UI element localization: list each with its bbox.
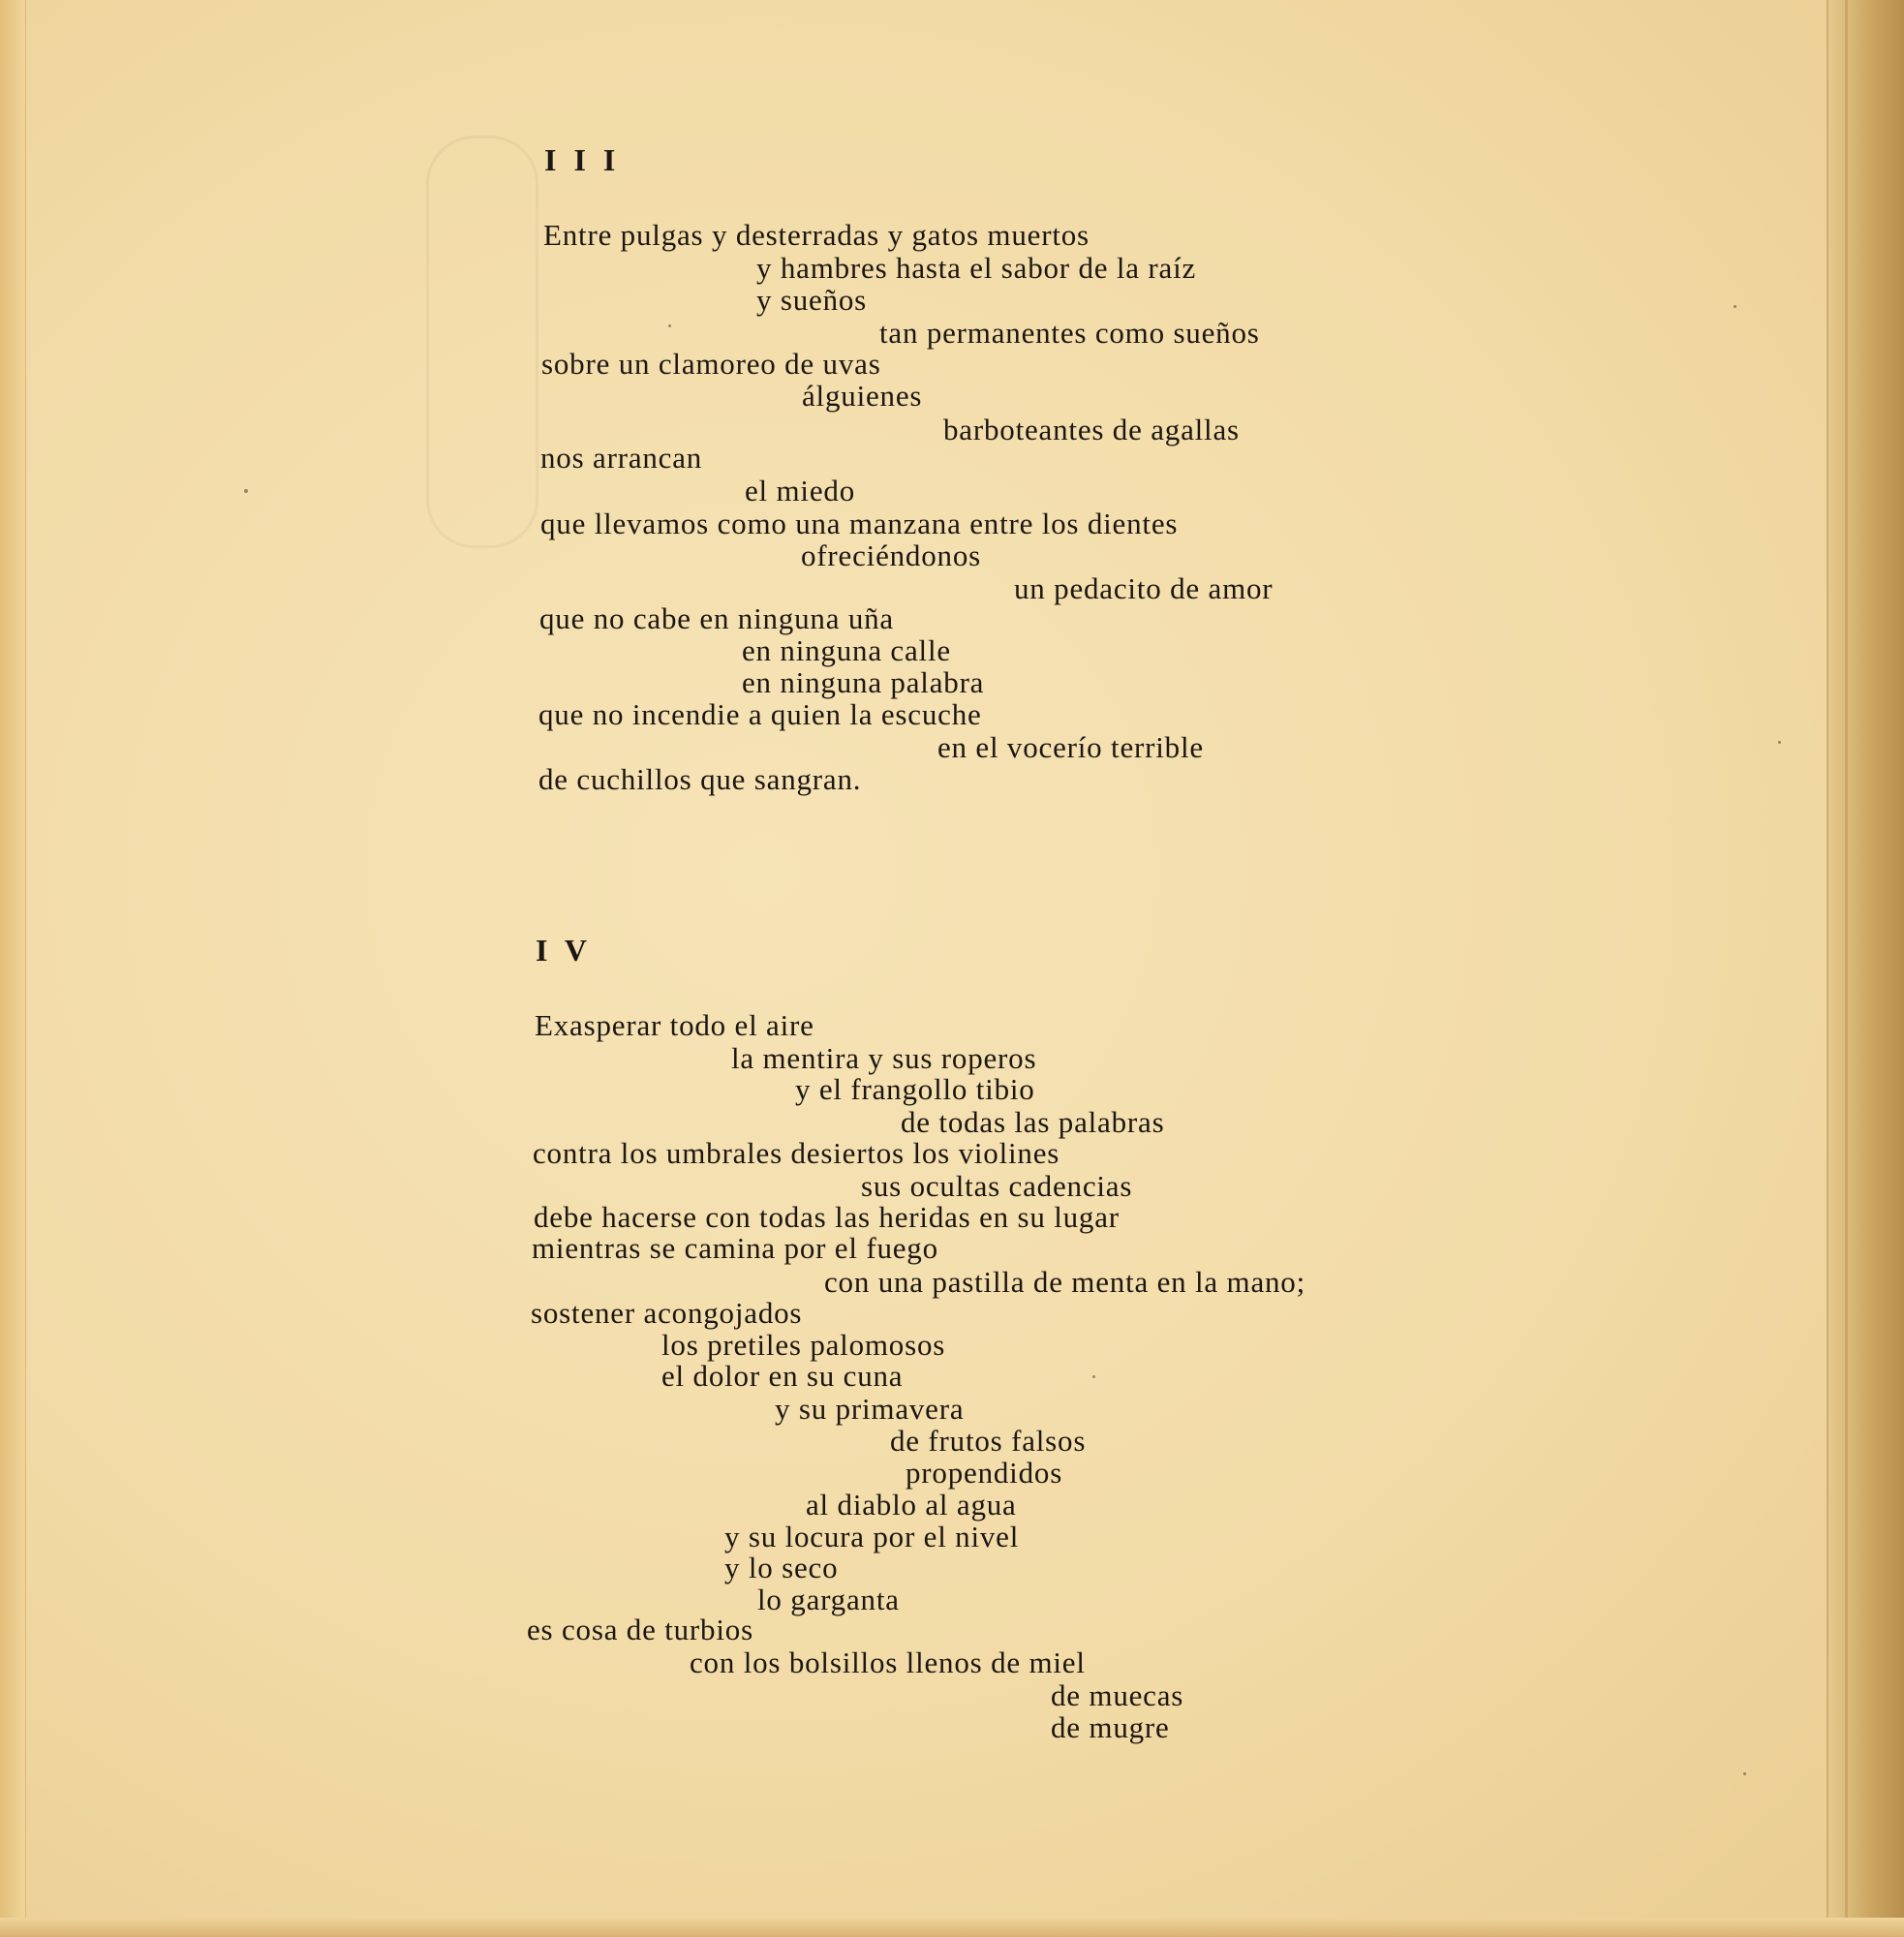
- poem-line: álguienes: [802, 379, 923, 413]
- poem-line: la mentira y sus roperos: [731, 1041, 1037, 1075]
- paper-speck: [668, 324, 671, 327]
- poem-line: Entre pulgas y desterradas y gatos muertos: [543, 218, 1090, 252]
- poem-line: debe hacerse con todas las heridas en su lugar: [534, 1200, 1120, 1234]
- poem-line: con una pastilla de menta en la mano;: [824, 1265, 1306, 1299]
- page-bottom-edge: [0, 1918, 1904, 1937]
- poem-line: sus ocultas cadencias: [861, 1169, 1133, 1203]
- page-fold-line: [1845, 0, 1848, 1937]
- poem-line: y su locura por el nivel: [724, 1520, 1020, 1553]
- poem-line: en el vocerío terrible: [937, 730, 1204, 764]
- poem-line: Exasperar todo el aire: [535, 1008, 814, 1042]
- poem-line: en ninguna palabra: [742, 665, 985, 699]
- poem-line: propendidos: [906, 1456, 1063, 1490]
- poem-line: de todas las palabras: [901, 1105, 1165, 1139]
- paper-speck: [1092, 1375, 1095, 1378]
- page-left-edge: [0, 0, 26, 1937]
- poem-line: que no incendie a quien la escuche: [538, 697, 982, 731]
- poem-line: sostener acongojados: [531, 1296, 803, 1330]
- poem-line: un pedacito de amor: [1014, 571, 1274, 605]
- poem-line: de muecas: [1051, 1678, 1184, 1712]
- poem-line: y hambres hasta el sabor de la raíz: [756, 251, 1197, 285]
- poem-line: mientras se camina por el fuego: [532, 1231, 938, 1265]
- poem-line: y sueños: [756, 283, 868, 317]
- section-iv-heading: I V: [536, 933, 592, 968]
- poem-line: de frutos falsos: [890, 1424, 1087, 1458]
- poem-line: y su primavera: [775, 1392, 965, 1426]
- paper-speck: [244, 489, 248, 493]
- poem-line: ofreciéndonos: [801, 538, 982, 572]
- poem-line: el dolor en su cuna: [661, 1359, 904, 1393]
- poem-line: de cuchillos que sangran.: [538, 762, 862, 796]
- poem-line: los pretiles palomosos: [661, 1328, 946, 1362]
- paper-speck: [1778, 741, 1781, 744]
- poem-line: que llevamos como una manzana entre los dientes: [540, 507, 1179, 540]
- poem-line: es cosa de turbios: [527, 1613, 753, 1646]
- poem-line: tan permanentes como sueños: [879, 316, 1260, 350]
- poem-line: en ninguna calle: [742, 633, 951, 667]
- paper-speck: [1743, 1772, 1746, 1775]
- poem-line: nos arrancan: [540, 441, 703, 475]
- poem-line: con los bolsillos llenos de miel: [690, 1645, 1086, 1679]
- paper-speck: [1734, 305, 1736, 308]
- poem-line: sobre un clamoreo de uvas: [541, 347, 881, 381]
- poem-line: y el frangollo tibio: [795, 1072, 1035, 1106]
- poem-line: contra los umbrales desiertos los violines: [533, 1136, 1060, 1170]
- poem-line: de mugre: [1051, 1710, 1170, 1744]
- poem-line: lo garganta: [757, 1583, 900, 1616]
- poem-line: el miedo: [745, 474, 856, 507]
- page-right-edge: [1827, 0, 1904, 1937]
- section-iii-heading: I I I: [544, 142, 621, 177]
- poem-line: al diablo al agua: [806, 1488, 1017, 1522]
- bleed-through-stamp: [426, 136, 538, 548]
- poem-line: y lo seco: [724, 1551, 839, 1584]
- poem-line: que no cabe en ninguna uña: [539, 601, 894, 635]
- poem-line: barboteantes de agallas: [943, 413, 1240, 446]
